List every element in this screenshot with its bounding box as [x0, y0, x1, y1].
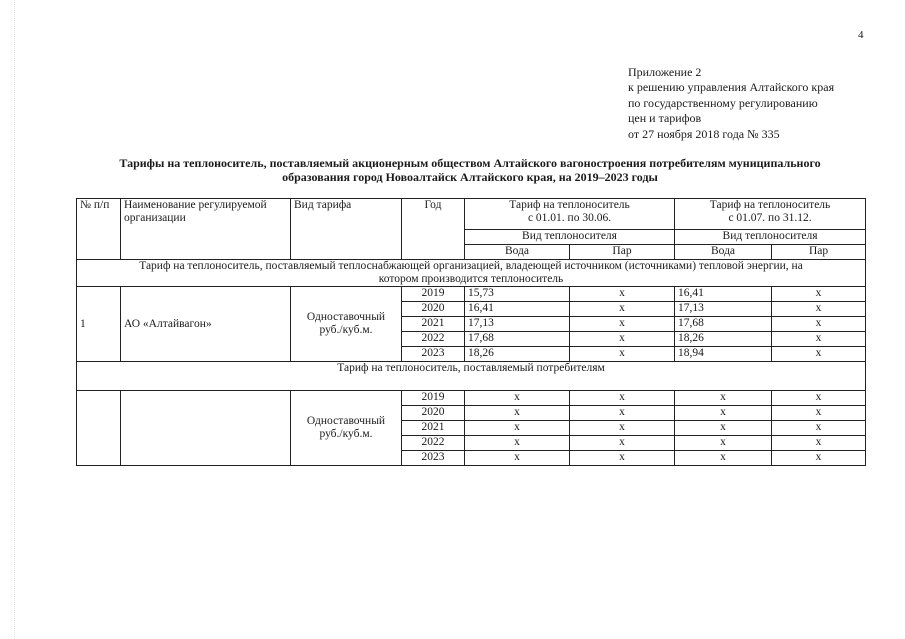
year-cell: 2020 [402, 406, 465, 421]
water-2-cell: х [675, 406, 772, 421]
water-1-cell: х [465, 421, 570, 436]
tariff-type-line: Одноставочный [306, 415, 386, 427]
page-number: 4 [858, 29, 864, 41]
water-1-cell: 16,41 [465, 302, 570, 317]
year-cell: 2019 [402, 287, 465, 302]
steam-1-cell: х [570, 451, 675, 466]
section-1-line: котором производится теплоноситель [378, 273, 564, 285]
water-2-cell: 16,41 [675, 287, 772, 302]
steam-2-cell: х [772, 391, 866, 406]
year-cell: 2023 [402, 347, 465, 362]
steam-2-cell: х [772, 406, 866, 421]
tariff-unit: руб./куб.м. [319, 428, 373, 440]
section-1-line: Тариф на теплоноситель, поставляемый теплоснабжающей организацией, владеющей источником (источниками) тепловой энергии, на [139, 260, 803, 272]
steam-2-cell: х [772, 347, 866, 362]
steam-2-cell: х [772, 317, 866, 332]
header-period-1-dates: с 01.01. по 30.06. [527, 212, 612, 224]
water-2-cell: х [675, 391, 772, 406]
table-header-row [77, 199, 866, 230]
header-year: Год [402, 199, 465, 260]
water-2-cell: 18,94 [675, 347, 772, 362]
steam-1-cell: х [570, 302, 675, 317]
appendix-line: к решению управления Алтайского края [628, 80, 835, 95]
section-2-label: Тариф на теплоноситель, поставляемый потребителям [77, 362, 866, 391]
tariff-unit: руб./куб.м. [319, 324, 373, 336]
water-1-cell: х [465, 436, 570, 451]
appendix-line: Приложение 2 [628, 65, 702, 79]
year-cell: 2020 [402, 302, 465, 317]
section-row [77, 260, 866, 287]
steam-1-cell: х [570, 347, 675, 362]
tariff-type [291, 391, 402, 466]
steam-1-cell: х [570, 436, 675, 451]
year-cell: 2022 [402, 332, 465, 347]
header-org: Наименование регулируемой организации [121, 199, 291, 260]
header-period-1-line: Тариф на теплоноситель [509, 199, 630, 211]
title-line: Тарифы на теплоноситель, поставляемый акционерным обществом Алтайского вагоностроения потребителям муниципального [119, 156, 821, 170]
year-cell: 2021 [402, 421, 465, 436]
water-2-cell: 17,13 [675, 302, 772, 317]
appendix-line: от 27 ноября 2018 года № 335 [628, 126, 780, 141]
row-num: 1 [77, 287, 121, 362]
water-2-cell: 17,68 [675, 317, 772, 332]
org-name-empty [121, 391, 291, 466]
header-water-1: Вода [465, 245, 570, 260]
org-name: АО «Алтайвагон» [121, 287, 291, 362]
water-1-cell: х [465, 391, 570, 406]
steam-2-cell: х [772, 451, 866, 466]
header-carrier-type-1: Вид теплоносителя [465, 230, 675, 245]
tariff-type-line: Одноставочный [306, 311, 386, 323]
tariff-type [291, 287, 402, 362]
scan-margin-line [14, 0, 15, 639]
steam-1-cell: х [570, 317, 675, 332]
header-steam-1: Пар [570, 245, 675, 260]
section-row [77, 362, 866, 391]
header-period-2-line: Тариф на теплоноситель [709, 199, 831, 211]
water-1-cell: х [465, 451, 570, 466]
header-water-2: Вода [675, 245, 772, 260]
water-2-cell: х [675, 436, 772, 451]
water-1-cell: 17,13 [465, 317, 570, 332]
water-1-cell: 17,68 [465, 332, 570, 347]
header-tariff-type: Вид тарифа [291, 199, 402, 260]
steam-2-cell: х [772, 332, 866, 347]
steam-1-cell: х [570, 391, 675, 406]
steam-2-cell: х [772, 436, 866, 451]
water-1-cell: 15,73 [465, 287, 570, 302]
row-num-empty [77, 391, 121, 466]
water-1-cell: 18,26 [465, 347, 570, 362]
steam-2-cell: х [772, 287, 866, 302]
year-cell: 2023 [402, 451, 465, 466]
steam-2-cell: х [772, 302, 866, 317]
title-line: образования город Новоалтайск Алтайского края, на 2019–2023 годы [282, 170, 658, 184]
section-1-label [77, 260, 866, 287]
tariff-table [76, 198, 866, 466]
header-num: № п/п [77, 199, 121, 260]
water-1-cell: х [465, 406, 570, 421]
year-cell: 2022 [402, 436, 465, 451]
table-row [77, 287, 866, 302]
steam-1-cell: х [570, 406, 675, 421]
steam-1-cell: х [570, 421, 675, 436]
appendix-line: по государственному регулированию [628, 95, 818, 110]
header-period-1 [465, 199, 675, 230]
appendix-line: цен и тарифов [628, 111, 702, 126]
document-title [76, 156, 864, 184]
header-period-2 [675, 199, 866, 230]
steam-2-cell: х [772, 421, 866, 436]
water-2-cell: х [675, 421, 772, 436]
header-steam-2: Пар [772, 245, 866, 260]
steam-1-cell: х [570, 332, 675, 347]
year-cell: 2019 [402, 391, 465, 406]
header-carrier-type-2: Вид теплоносителя [675, 230, 866, 245]
appendix-block [628, 65, 834, 142]
steam-1-cell: х [570, 287, 675, 302]
year-cell: 2021 [402, 317, 465, 332]
header-period-2-dates: с 01.07. по 31.12. [728, 212, 812, 224]
water-2-cell: х [675, 451, 772, 466]
table-row [77, 391, 866, 406]
water-2-cell: 18,26 [675, 332, 772, 347]
